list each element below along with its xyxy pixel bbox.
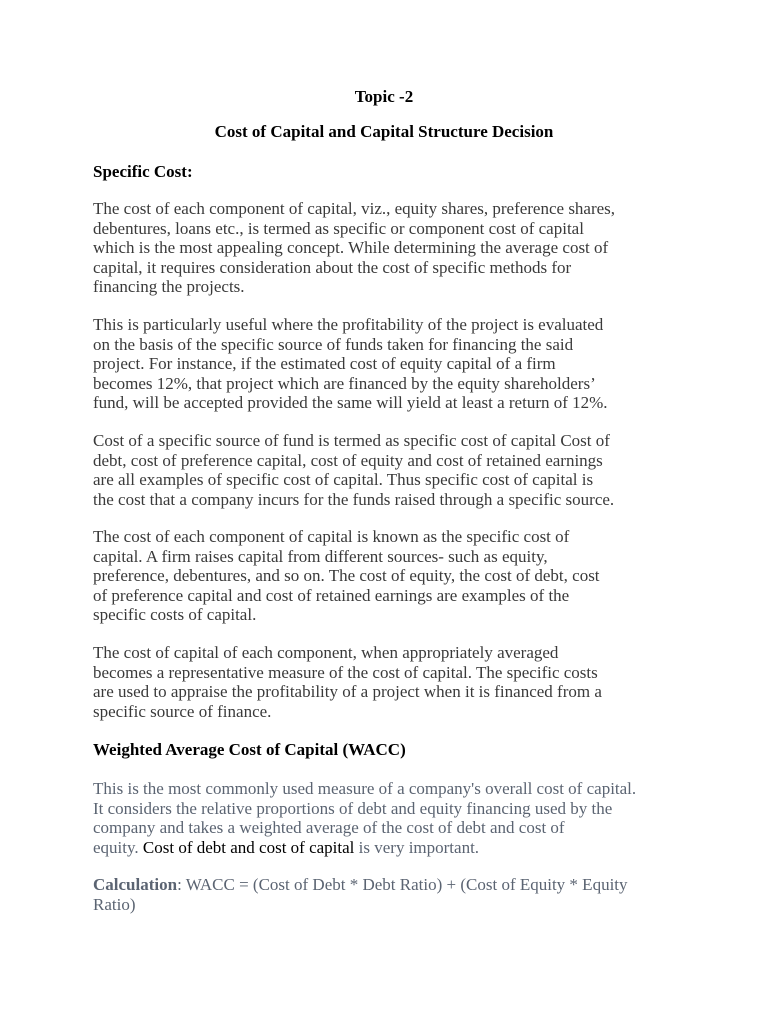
paragraph-1 bbox=[93, 199, 693, 297]
paragraph-line: on the basis of the specific source of funds taken for financing the said bbox=[93, 334, 574, 354]
paragraph-3 bbox=[93, 431, 693, 509]
paragraph-line: becomes 12%, that project which are financed by the equity shareholders’ bbox=[93, 373, 596, 393]
paragraph-line: becomes a representative measure of the cost of capital. The specific costs bbox=[93, 662, 598, 682]
paragraph-line: This is particularly useful where the profitability of the project is evaluated bbox=[93, 315, 604, 334]
paragraph-line: specific source of finance. bbox=[93, 701, 272, 721]
paragraph-4 bbox=[93, 527, 693, 625]
paragraph-line: preference, debentures, and so on. The cost of equity, the cost of debt, cost bbox=[93, 566, 600, 586]
paragraph-line: specific costs of capital. bbox=[93, 605, 257, 625]
paragraph-line: This is the most commonly used measure of a company's overall cost of capital. bbox=[93, 779, 637, 798]
paragraph-line: The cost of each component of capital, viz., equity shares, preference shares, bbox=[93, 199, 616, 218]
highlighted-phrase: Cost of debt and cost of capital bbox=[142, 837, 355, 857]
paragraph-line: debentures, loans etc., is termed as specific or component cost of capital bbox=[93, 218, 584, 238]
calculation-paragraph bbox=[93, 875, 693, 914]
paragraph-line: capital. A firm raises capital from different sources- such as equity, bbox=[93, 546, 548, 566]
paragraph-line: of preference capital and cost of retained earnings are examples of the bbox=[93, 585, 570, 605]
wacc-heading: Weighted Average Cost of Capital (WACC) bbox=[93, 740, 406, 759]
topic-label: Topic -2 bbox=[354, 87, 414, 106]
paragraph-line bbox=[93, 838, 693, 858]
wacc-paragraph bbox=[93, 779, 693, 857]
paragraph-line: fund, will be accepted provided the same will yield at least a return of 12%. bbox=[93, 393, 608, 413]
paragraph-line: which is the most appealing concept. While determining the average cost of bbox=[93, 238, 609, 258]
paragraph-line: Cost of a specific source of fund is termed as specific cost of capital Cost of bbox=[93, 431, 610, 450]
calculation-label: Calculation bbox=[93, 875, 178, 894]
paragraph-line: The cost of each component of capital is known as the specific cost of bbox=[93, 527, 570, 546]
wacc-line-end: is very important. bbox=[354, 837, 480, 857]
paragraph-line: the cost that a company incurs for the funds raised through a specific source. bbox=[93, 489, 615, 509]
paragraph-line: capital, it requires consideration about the cost of specific methods for bbox=[93, 257, 572, 277]
paragraph-line: are used to appraise the profitability of a project when it is financed from a bbox=[93, 682, 602, 702]
paragraph-2 bbox=[93, 315, 693, 413]
paragraph-line: The cost of capital of each component, when appropriately averaged bbox=[93, 643, 559, 662]
paragraph-line: debt, cost of preference capital, cost of equity and cost of retained earnings bbox=[93, 450, 603, 470]
paragraph-line: company and takes a weighted average of the cost of debt and cost of bbox=[93, 818, 565, 838]
paragraph-line: Ratio) bbox=[93, 894, 136, 914]
calculation-formula: : WACC = (Cost of Debt * Debt Ratio) + (Cost of Equity * Equity bbox=[177, 875, 628, 894]
paragraph-5 bbox=[93, 643, 693, 721]
specific-cost-heading: Specific Cost: bbox=[93, 162, 193, 181]
paragraph-line: It considers the relative proportions of debt and equity financing used by the bbox=[93, 798, 613, 818]
paragraph-line bbox=[93, 875, 693, 895]
document-title: Cost of Capital and Capital Structure Decision bbox=[214, 122, 554, 141]
paragraph-line: are all examples of specific cost of capital. Thus specific cost of capital is bbox=[93, 470, 594, 490]
paragraph-line: financing the projects. bbox=[93, 277, 245, 297]
wacc-line-start: equity. bbox=[93, 837, 143, 857]
paragraph-line: project. For instance, if the estimated cost of equity capital of a firm bbox=[93, 354, 556, 374]
